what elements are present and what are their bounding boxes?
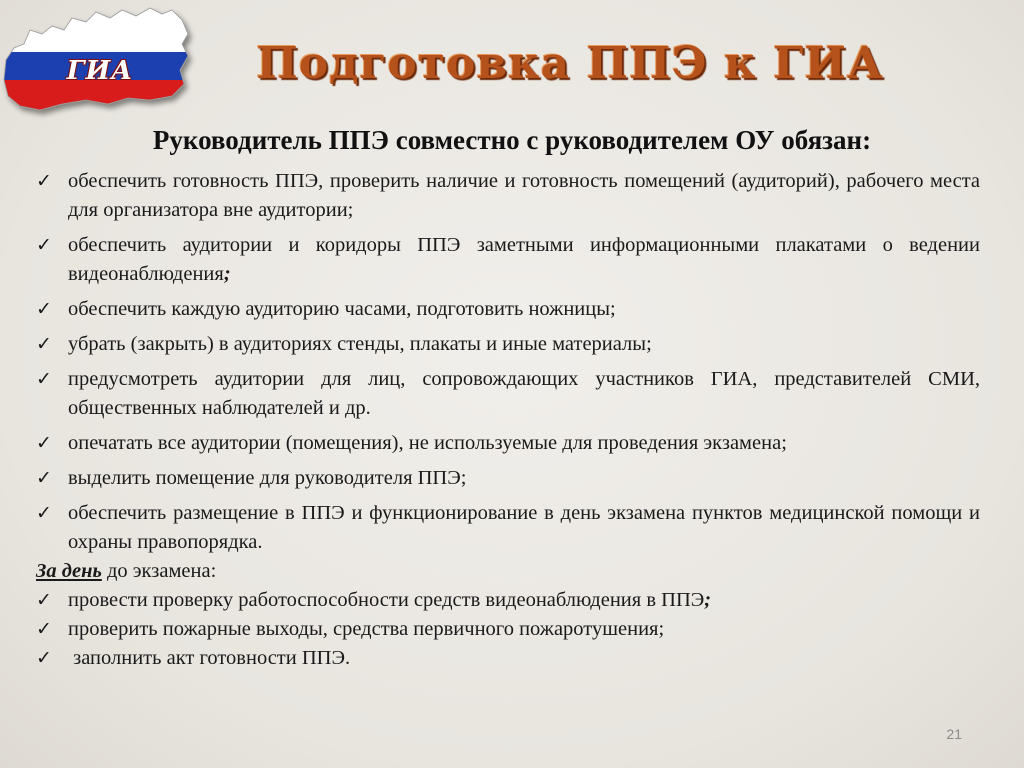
- list-item: [36, 499, 980, 557]
- list-item-text: проверить пожарные выходы, средства первичного пожаротушения;: [68, 618, 665, 640]
- checkmark-icon: ✓: [36, 234, 52, 256]
- checkmark-icon: ✓: [36, 589, 52, 611]
- list-item-text: выделить помещение для руководителя ППЭ;: [68, 467, 467, 489]
- list-item-text: заполнить акт готовности ППЭ.: [68, 647, 351, 669]
- day-before-heading: [36, 557, 980, 586]
- day-before-rest: до экзамена:: [101, 560, 217, 582]
- day-list-item: [36, 586, 980, 615]
- checkmark-icon: ✓: [36, 368, 52, 390]
- list-item-text: убрать (закрыть) в аудиториях стенды, плакаты и иные материалы;: [68, 333, 652, 355]
- russia-map-logo: [0, 0, 200, 130]
- list-item: [36, 231, 980, 289]
- slide-title: Подготовка ППЭ к ГИА: [256, 38, 884, 89]
- logo-text: ГИА: [66, 56, 134, 86]
- list-item-text: опечатать все аудитории (помещения), не используемые для проведения экзамена;: [68, 432, 787, 454]
- day-list-item: [36, 644, 980, 673]
- checkmark-icon: ✓: [36, 333, 52, 355]
- list-item: [36, 429, 980, 458]
- checkmark-icon: ✓: [36, 467, 52, 489]
- content-list: [36, 167, 980, 673]
- checkmark-icon: ✓: [36, 170, 52, 192]
- checkmark-icon: ✓: [36, 502, 52, 524]
- list-item-text: предусмотреть аудитории для лиц, сопровождающих участников ГИА, представителей СМИ, общественных наблюдателей и др.: [68, 368, 980, 419]
- list-item: [36, 330, 980, 359]
- checkmark-icon: ✓: [36, 647, 52, 669]
- day-list-item: [36, 615, 980, 644]
- list-item-text: обеспечить аудитории и коридоры ППЭ заметными информационными плакатами о ведении видеонаблюдения;: [68, 234, 980, 285]
- day-before-emphasis: За день: [36, 560, 102, 582]
- list-item-text: провести проверку работоспособности средств видеонаблюдения в ППЭ;: [68, 589, 712, 611]
- list-item: [36, 464, 980, 493]
- slide-subtitle: Руководитель ППЭ совместно с руководителем ОУ обязан:: [152, 125, 872, 155]
- checkmark-icon: ✓: [36, 432, 52, 454]
- list-item-text: обеспечить размещение в ППЭ и функционирование в день экзамена пунктов медицинской помощи и охраны правопорядка.: [68, 502, 980, 553]
- list-item: [36, 365, 980, 423]
- list-item-text: обеспечить каждую аудиторию часами, подготовить ножницы;: [68, 298, 616, 320]
- list-item-text: обеспечить готовность ППЭ, проверить наличие и готовность помещений (аудиторий), рабочего места для организатора вне аудитории;: [68, 170, 980, 221]
- list-item: [36, 167, 980, 225]
- list-item: [36, 295, 980, 324]
- checkmark-icon: ✓: [36, 298, 52, 320]
- slide-number: 21: [946, 726, 962, 742]
- checkmark-icon: ✓: [36, 618, 52, 640]
